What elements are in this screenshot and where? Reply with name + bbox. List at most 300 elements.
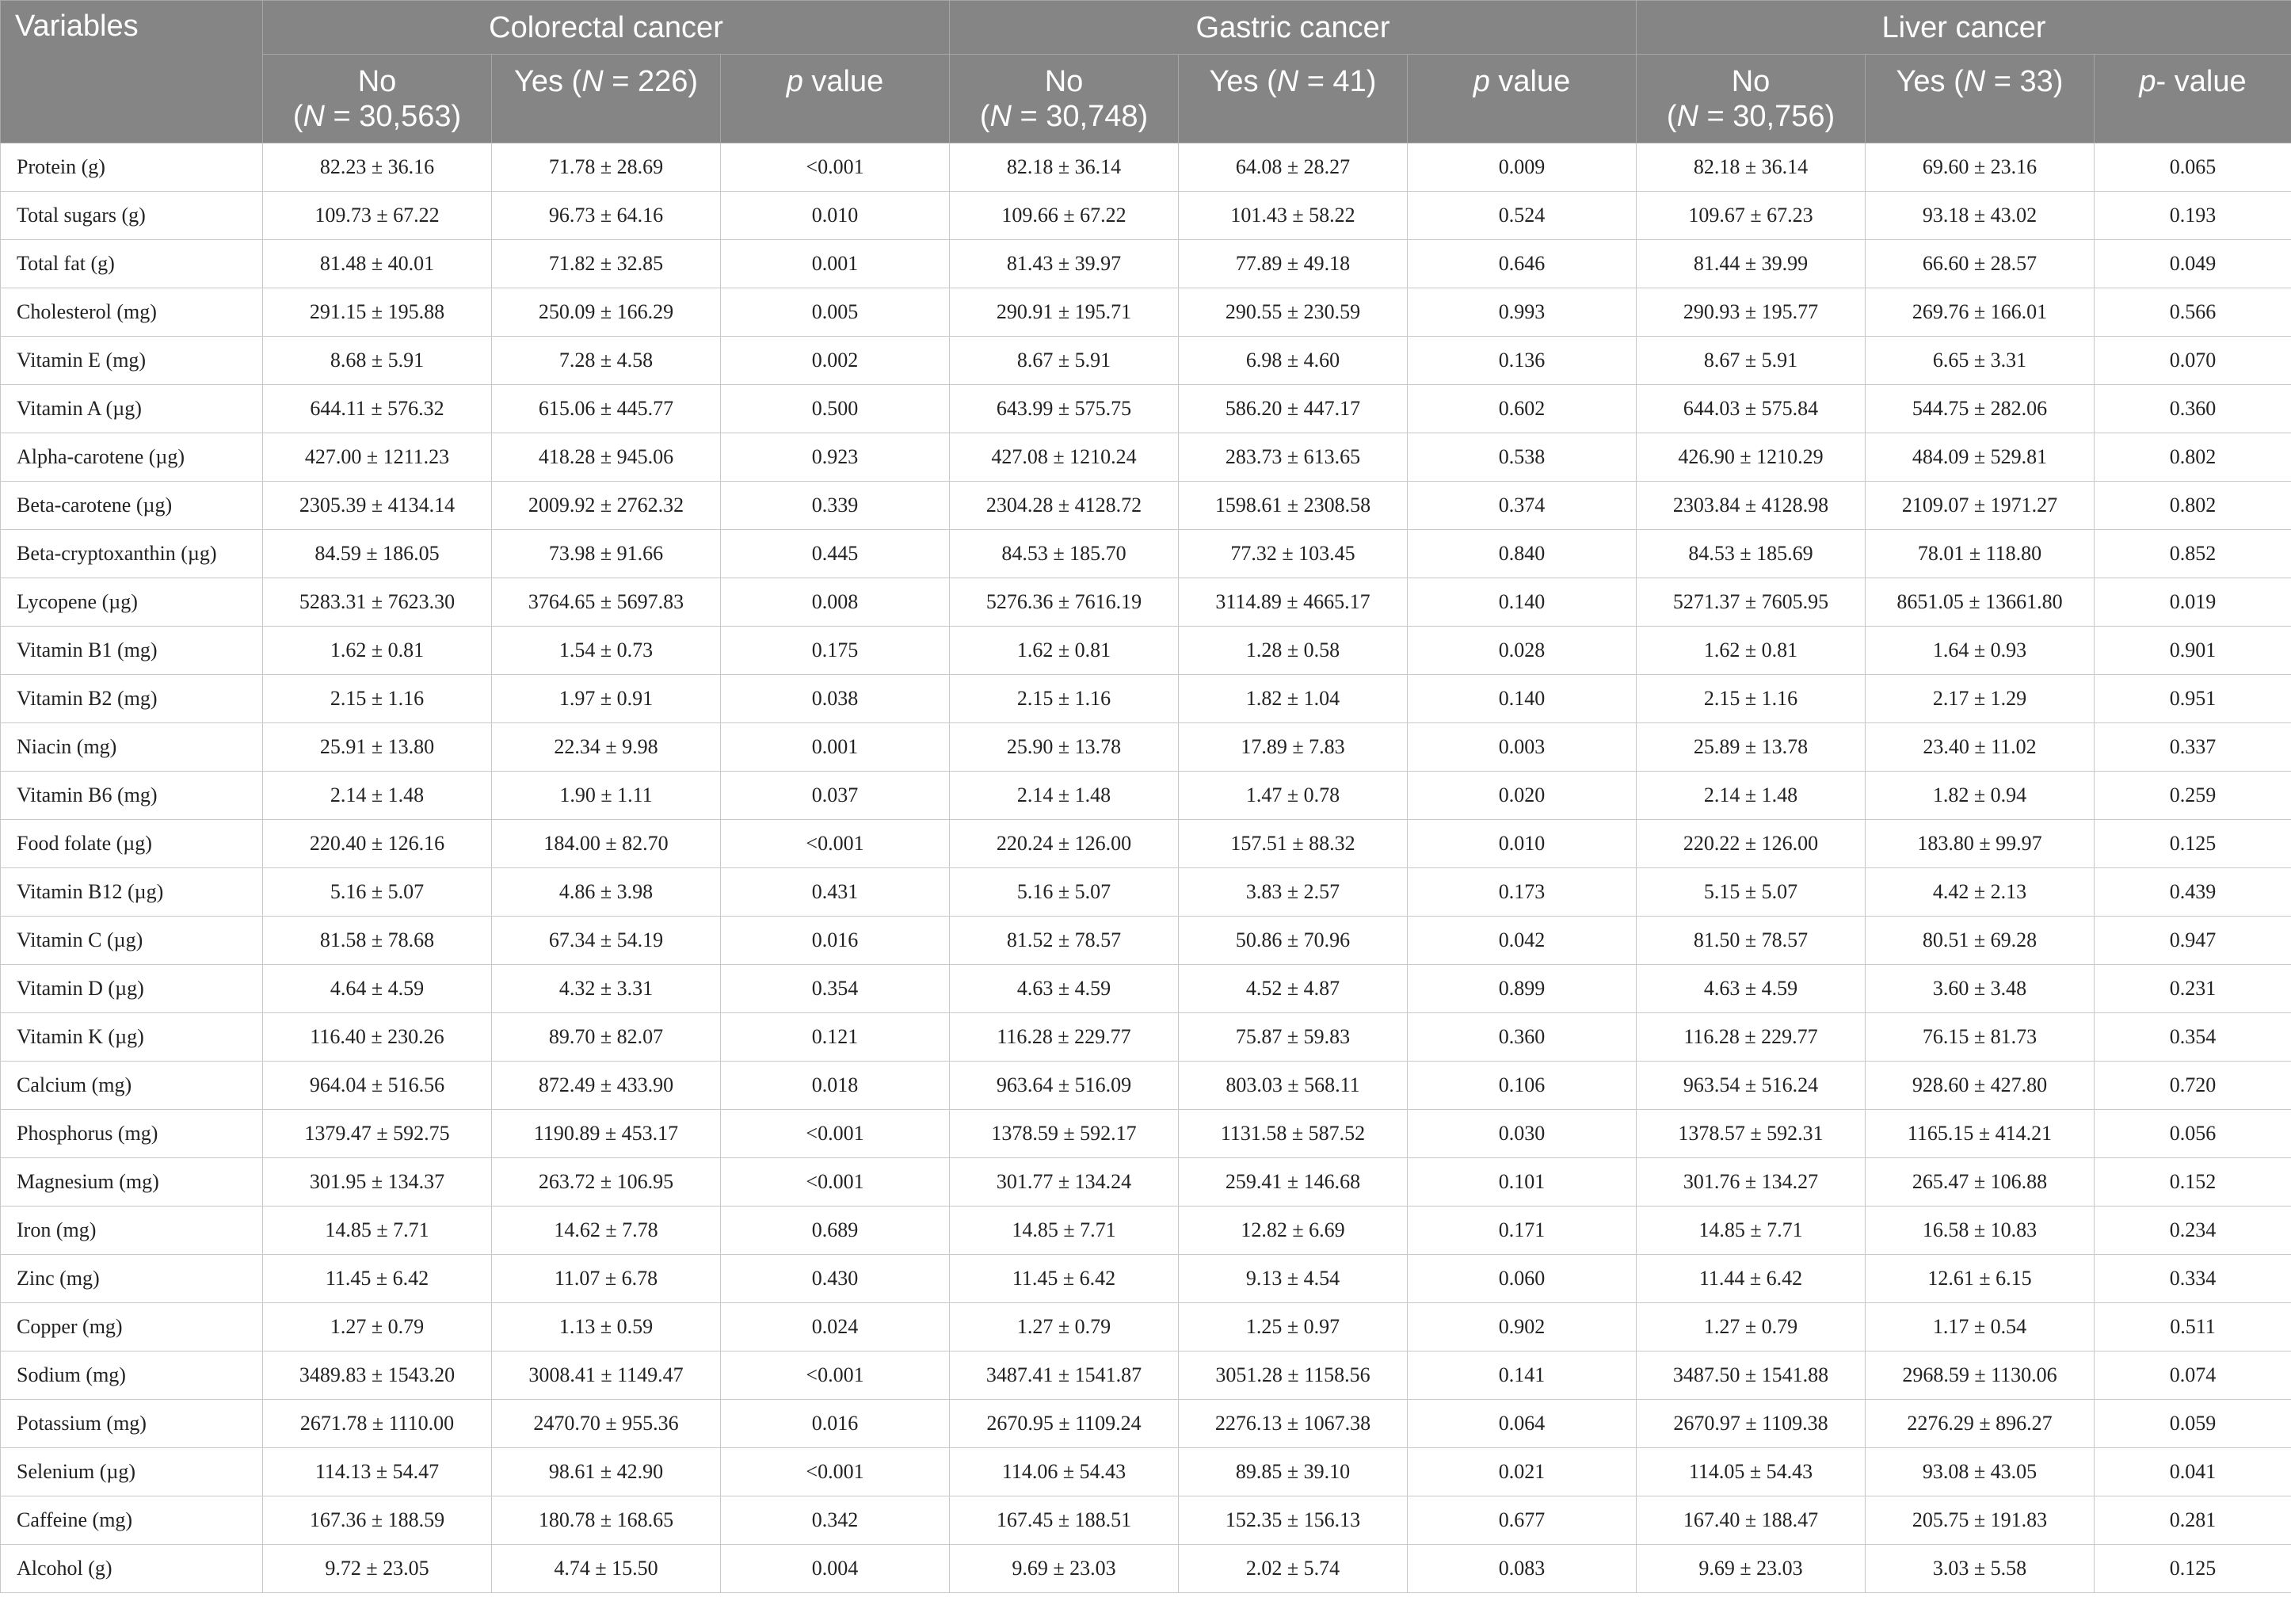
cell-liver-p: 0.802	[2095, 482, 2291, 530]
table-row	[1, 917, 2291, 965]
cell-colorectal-yes: 1190.89 ± 453.17	[492, 1110, 721, 1158]
cell-gastric-no: 2.15 ± 1.16	[950, 675, 1179, 723]
cell-gastric-p: 0.524	[1408, 192, 1637, 240]
cell-gastric-yes: 6.98 ± 4.60	[1179, 337, 1408, 385]
cell-gastric-p: 0.993	[1408, 288, 1637, 337]
cell-gastric-yes: 9.13 ± 4.54	[1179, 1255, 1408, 1303]
table-row	[1, 820, 2291, 868]
cell-variable: Vitamin B12 (µg)	[1, 868, 263, 917]
cell-colorectal-yes: 4.86 ± 3.98	[492, 868, 721, 917]
cell-liver-p: 0.041	[2095, 1448, 2291, 1496]
cell-variable: Alcohol (g)	[1, 1545, 263, 1593]
cell-colorectal-p: 0.121	[721, 1013, 950, 1062]
cell-gastric-p: 0.902	[1408, 1303, 1637, 1351]
table-row	[1, 1062, 2291, 1110]
cell-colorectal-yes: 2470.70 ± 955.36	[492, 1400, 721, 1448]
cell-gastric-no: 643.99 ± 575.75	[950, 385, 1179, 433]
cell-liver-no: 84.53 ± 185.69	[1637, 530, 1866, 578]
cell-colorectal-no: 167.36 ± 188.59	[263, 1496, 492, 1545]
cell-liver-p: 0.152	[2095, 1158, 2291, 1207]
cell-colorectal-p: 0.342	[721, 1496, 950, 1545]
cell-variable: Magnesium (mg)	[1, 1158, 263, 1207]
cell-liver-yes: 3.60 ± 3.48	[1866, 965, 2095, 1013]
cell-gastric-p: 0.171	[1408, 1207, 1637, 1255]
cell-liver-yes: 4.42 ± 2.13	[1866, 868, 2095, 917]
cell-liver-yes: 69.60 ± 23.16	[1866, 143, 2095, 192]
cell-gastric-p: 0.106	[1408, 1062, 1637, 1110]
cell-colorectal-no: 14.85 ± 7.71	[263, 1207, 492, 1255]
cell-liver-no: 81.50 ± 78.57	[1637, 917, 1866, 965]
table-row	[1, 1496, 2291, 1545]
cell-gastric-no: 114.06 ± 54.43	[950, 1448, 1179, 1496]
cell-liver-no: 109.67 ± 67.23	[1637, 192, 1866, 240]
cell-liver-p: 0.234	[2095, 1207, 2291, 1255]
table-row	[1, 627, 2291, 675]
cell-liver-yes: 66.60 ± 28.57	[1866, 240, 2095, 288]
table-row	[1, 1303, 2291, 1351]
cell-colorectal-p: 0.008	[721, 578, 950, 627]
variables-header: Variables	[1, 1, 263, 143]
cell-liver-p: 0.566	[2095, 288, 2291, 337]
cell-colorectal-yes: 7.28 ± 4.58	[492, 337, 721, 385]
cell-liver-no: 1.27 ± 0.79	[1637, 1303, 1866, 1351]
cell-colorectal-yes: 1.97 ± 0.91	[492, 675, 721, 723]
cell-variable: Vitamin C (µg)	[1, 917, 263, 965]
cell-liver-yes: 484.09 ± 529.81	[1866, 433, 2095, 482]
cell-gastric-no: 109.66 ± 67.22	[950, 192, 1179, 240]
cell-gastric-p: 0.374	[1408, 482, 1637, 530]
cell-liver-yes: 1.82 ± 0.94	[1866, 772, 2095, 820]
col-header-gastric-yes: Yes (N = 41)	[1179, 55, 1408, 143]
col-header-liver-p: p- value	[2095, 55, 2291, 143]
cell-colorectal-no: 2305.39 ± 4134.14	[263, 482, 492, 530]
cell-gastric-no: 25.90 ± 13.78	[950, 723, 1179, 772]
cell-gastric-yes: 1131.58 ± 587.52	[1179, 1110, 1408, 1158]
cell-colorectal-p: <0.001	[721, 820, 950, 868]
cell-variable: Beta-cryptoxanthin (µg)	[1, 530, 263, 578]
cell-colorectal-p: <0.001	[721, 1448, 950, 1496]
cell-colorectal-yes: 1.90 ± 1.11	[492, 772, 721, 820]
cell-colorectal-p: <0.001	[721, 143, 950, 192]
cell-colorectal-no: 8.68 ± 5.91	[263, 337, 492, 385]
cell-liver-no: 81.44 ± 39.99	[1637, 240, 1866, 288]
cell-variable: Iron (mg)	[1, 1207, 263, 1255]
cell-colorectal-no: 1379.47 ± 592.75	[263, 1110, 492, 1158]
cell-gastric-yes: 50.86 ± 70.96	[1179, 917, 1408, 965]
cell-liver-yes: 93.18 ± 43.02	[1866, 192, 2095, 240]
cell-variable: Calcium (mg)	[1, 1062, 263, 1110]
cell-liver-no: 301.76 ± 134.27	[1637, 1158, 1866, 1207]
cell-gastric-p: 0.360	[1408, 1013, 1637, 1062]
cell-variable: Copper (mg)	[1, 1303, 263, 1351]
cell-colorectal-yes: 1.54 ± 0.73	[492, 627, 721, 675]
cell-colorectal-yes: 89.70 ± 82.07	[492, 1013, 721, 1062]
table-row	[1, 482, 2291, 530]
cell-gastric-yes: 12.82 ± 6.69	[1179, 1207, 1408, 1255]
cell-liver-no: 2303.84 ± 4128.98	[1637, 482, 1866, 530]
cell-gastric-yes: 803.03 ± 568.11	[1179, 1062, 1408, 1110]
cell-liver-yes: 8651.05 ± 13661.80	[1866, 578, 2095, 627]
cell-colorectal-yes: 263.72 ± 106.95	[492, 1158, 721, 1207]
cell-colorectal-yes: 3008.41 ± 1149.47	[492, 1351, 721, 1400]
table-row	[1, 433, 2291, 482]
cell-variable: Caffeine (mg)	[1, 1496, 263, 1545]
cell-liver-no: 2.15 ± 1.16	[1637, 675, 1866, 723]
cell-liver-p: 0.720	[2095, 1062, 2291, 1110]
cell-colorectal-no: 84.59 ± 186.05	[263, 530, 492, 578]
cell-colorectal-no: 82.23 ± 36.16	[263, 143, 492, 192]
cell-liver-no: 114.05 ± 54.43	[1637, 1448, 1866, 1496]
cell-gastric-p: 0.083	[1408, 1545, 1637, 1593]
cell-liver-yes: 23.40 ± 11.02	[1866, 723, 2095, 772]
cell-liver-no: 644.03 ± 575.84	[1637, 385, 1866, 433]
cell-liver-p: 0.802	[2095, 433, 2291, 482]
cell-liver-no: 116.28 ± 229.77	[1637, 1013, 1866, 1062]
table-row	[1, 1013, 2291, 1062]
cell-colorectal-p: <0.001	[721, 1110, 950, 1158]
table-row	[1, 1545, 2291, 1593]
cell-gastric-no: 1.27 ± 0.79	[950, 1303, 1179, 1351]
cell-gastric-p: 0.021	[1408, 1448, 1637, 1496]
cell-variable: Protein (g)	[1, 143, 263, 192]
cell-gastric-yes: 1.82 ± 1.04	[1179, 675, 1408, 723]
cell-liver-no: 1.62 ± 0.81	[1637, 627, 1866, 675]
cell-gastric-p: 0.030	[1408, 1110, 1637, 1158]
cell-colorectal-no: 291.15 ± 195.88	[263, 288, 492, 337]
cell-variable: Vitamin B2 (mg)	[1, 675, 263, 723]
cell-liver-no: 5271.37 ± 7605.95	[1637, 578, 1866, 627]
cell-colorectal-p: 0.001	[721, 240, 950, 288]
cell-liver-no: 5.15 ± 5.07	[1637, 868, 1866, 917]
cell-liver-no: 4.63 ± 4.59	[1637, 965, 1866, 1013]
cell-gastric-yes: 1598.61 ± 2308.58	[1179, 482, 1408, 530]
cell-colorectal-yes: 98.61 ± 42.90	[492, 1448, 721, 1496]
cell-variable: Selenium (µg)	[1, 1448, 263, 1496]
cell-gastric-yes: 2.02 ± 5.74	[1179, 1545, 1408, 1593]
cell-liver-yes: 205.75 ± 191.83	[1866, 1496, 2095, 1545]
cell-liver-p: 0.334	[2095, 1255, 2291, 1303]
cell-variable: Beta-carotene (µg)	[1, 482, 263, 530]
cell-colorectal-p: 0.004	[721, 1545, 950, 1593]
cell-liver-no: 290.93 ± 195.77	[1637, 288, 1866, 337]
cell-colorectal-yes: 4.74 ± 15.50	[492, 1545, 721, 1593]
cell-colorectal-no: 11.45 ± 6.42	[263, 1255, 492, 1303]
cell-liver-yes: 80.51 ± 69.28	[1866, 917, 2095, 965]
cell-liver-yes: 1.64 ± 0.93	[1866, 627, 2095, 675]
cell-variable: Vitamin K (µg)	[1, 1013, 263, 1062]
cell-liver-no: 25.89 ± 13.78	[1637, 723, 1866, 772]
cell-liver-p: 0.281	[2095, 1496, 2291, 1545]
cell-colorectal-no: 81.58 ± 78.68	[263, 917, 492, 965]
cell-liver-yes: 93.08 ± 43.05	[1866, 1448, 2095, 1496]
cell-colorectal-no: 2.14 ± 1.48	[263, 772, 492, 820]
cell-gastric-yes: 1.25 ± 0.97	[1179, 1303, 1408, 1351]
table-row	[1, 1400, 2291, 1448]
cell-gastric-p: 0.677	[1408, 1496, 1637, 1545]
cell-gastric-p: 0.538	[1408, 433, 1637, 482]
cell-colorectal-yes: 615.06 ± 445.77	[492, 385, 721, 433]
table-row	[1, 143, 2291, 192]
cell-gastric-yes: 3114.89 ± 4665.17	[1179, 578, 1408, 627]
cell-variable: Food folate (µg)	[1, 820, 263, 868]
cell-variable: Alpha-carotene (µg)	[1, 433, 263, 482]
cell-colorectal-no: 3489.83 ± 1543.20	[263, 1351, 492, 1400]
cell-liver-yes: 269.76 ± 166.01	[1866, 288, 2095, 337]
cell-gastric-p: 0.140	[1408, 675, 1637, 723]
cell-colorectal-p: 0.018	[721, 1062, 950, 1110]
cell-variable: Zinc (mg)	[1, 1255, 263, 1303]
cell-liver-p: 0.852	[2095, 530, 2291, 578]
cell-gastric-yes: 157.51 ± 88.32	[1179, 820, 1408, 868]
cell-colorectal-yes: 1.13 ± 0.59	[492, 1303, 721, 1351]
cell-colorectal-p: <0.001	[721, 1351, 950, 1400]
cell-colorectal-p: 0.339	[721, 482, 950, 530]
cell-liver-p: 0.337	[2095, 723, 2291, 772]
cell-colorectal-no: 301.95 ± 134.37	[263, 1158, 492, 1207]
table-row	[1, 1207, 2291, 1255]
group-header-colorectal: Colorectal cancer	[263, 1, 950, 55]
cell-liver-no: 1378.57 ± 592.31	[1637, 1110, 1866, 1158]
cell-gastric-no: 3487.41 ± 1541.87	[950, 1351, 1179, 1400]
cell-liver-yes: 183.80 ± 99.97	[1866, 820, 2095, 868]
cell-colorectal-yes: 184.00 ± 82.70	[492, 820, 721, 868]
cell-liver-no: 3487.50 ± 1541.88	[1637, 1351, 1866, 1400]
cell-colorectal-no: 220.40 ± 126.16	[263, 820, 492, 868]
cell-gastric-yes: 2276.13 ± 1067.38	[1179, 1400, 1408, 1448]
cell-colorectal-p: 0.038	[721, 675, 950, 723]
cell-gastric-yes: 101.43 ± 58.22	[1179, 192, 1408, 240]
cell-variable: Potassium (mg)	[1, 1400, 263, 1448]
cell-gastric-no: 5276.36 ± 7616.19	[950, 578, 1179, 627]
cell-colorectal-no: 4.64 ± 4.59	[263, 965, 492, 1013]
cell-liver-p: 0.901	[2095, 627, 2291, 675]
cell-colorectal-p: 0.445	[721, 530, 950, 578]
cell-gastric-yes: 152.35 ± 156.13	[1179, 1496, 1408, 1545]
cell-gastric-p: 0.141	[1408, 1351, 1637, 1400]
cell-liver-yes: 928.60 ± 427.80	[1866, 1062, 2095, 1110]
cell-colorectal-p: 0.016	[721, 1400, 950, 1448]
cell-colorectal-p: 0.024	[721, 1303, 950, 1351]
cell-colorectal-yes: 11.07 ± 6.78	[492, 1255, 721, 1303]
cell-colorectal-yes: 4.32 ± 3.31	[492, 965, 721, 1013]
col-header-colorectal-p: p value	[721, 55, 950, 143]
col-header-gastric-no: No (N = 30,748)	[950, 55, 1179, 143]
table-row	[1, 1351, 2291, 1400]
cell-colorectal-p: 0.354	[721, 965, 950, 1013]
table-row	[1, 240, 2291, 288]
cell-colorectal-yes: 14.62 ± 7.78	[492, 1207, 721, 1255]
cell-variable: Lycopene (µg)	[1, 578, 263, 627]
cell-colorectal-yes: 3764.65 ± 5697.83	[492, 578, 721, 627]
cell-gastric-no: 82.18 ± 36.14	[950, 143, 1179, 192]
cell-gastric-no: 427.08 ± 1210.24	[950, 433, 1179, 482]
cell-gastric-yes: 77.32 ± 103.45	[1179, 530, 1408, 578]
cell-gastric-p: 0.042	[1408, 917, 1637, 965]
cell-liver-yes: 2.17 ± 1.29	[1866, 675, 2095, 723]
cell-liver-no: 426.90 ± 1210.29	[1637, 433, 1866, 482]
cell-gastric-no: 11.45 ± 6.42	[950, 1255, 1179, 1303]
cell-liver-yes: 76.15 ± 81.73	[1866, 1013, 2095, 1062]
cell-gastric-p: 0.060	[1408, 1255, 1637, 1303]
table-row	[1, 965, 2291, 1013]
cell-liver-p: 0.049	[2095, 240, 2291, 288]
cell-liver-p: 0.193	[2095, 192, 2291, 240]
cell-gastric-p: 0.602	[1408, 385, 1637, 433]
cell-colorectal-yes: 22.34 ± 9.98	[492, 723, 721, 772]
cell-gastric-yes: 283.73 ± 613.65	[1179, 433, 1408, 482]
cell-colorectal-no: 1.27 ± 0.79	[263, 1303, 492, 1351]
cell-colorectal-no: 427.00 ± 1211.23	[263, 433, 492, 482]
cell-liver-no: 220.22 ± 126.00	[1637, 820, 1866, 868]
cell-variable: Niacin (mg)	[1, 723, 263, 772]
group-header-gastric: Gastric cancer	[950, 1, 1637, 55]
cell-liver-no: 963.54 ± 516.24	[1637, 1062, 1866, 1110]
cell-colorectal-yes: 418.28 ± 945.06	[492, 433, 721, 482]
cell-colorectal-p: 0.431	[721, 868, 950, 917]
cell-liver-p: 0.947	[2095, 917, 2291, 965]
cell-gastric-p: 0.028	[1408, 627, 1637, 675]
cell-colorectal-no: 644.11 ± 576.32	[263, 385, 492, 433]
cell-colorectal-p: 0.037	[721, 772, 950, 820]
cell-gastric-p: 0.020	[1408, 772, 1637, 820]
cell-colorectal-p: 0.001	[721, 723, 950, 772]
cell-liver-yes: 265.47 ± 106.88	[1866, 1158, 2095, 1207]
cell-variable: Phosphorus (mg)	[1, 1110, 263, 1158]
cell-gastric-yes: 64.08 ± 28.27	[1179, 143, 1408, 192]
cell-colorectal-yes: 71.78 ± 28.69	[492, 143, 721, 192]
cell-gastric-p: 0.009	[1408, 143, 1637, 192]
cell-liver-p: 0.360	[2095, 385, 2291, 433]
cell-gastric-p: 0.646	[1408, 240, 1637, 288]
cell-colorectal-p: 0.175	[721, 627, 950, 675]
cell-gastric-no: 220.24 ± 126.00	[950, 820, 1179, 868]
table-header	[1, 1, 2291, 143]
table-row	[1, 723, 2291, 772]
cell-colorectal-yes: 71.82 ± 32.85	[492, 240, 721, 288]
cell-colorectal-no: 9.72 ± 23.05	[263, 1545, 492, 1593]
cell-gastric-no: 2304.28 ± 4128.72	[950, 482, 1179, 530]
col-header-liver-no: No (N = 30,756)	[1637, 55, 1866, 143]
cell-colorectal-no: 114.13 ± 54.47	[263, 1448, 492, 1496]
group-header-liver: Liver cancer	[1637, 1, 2291, 55]
cell-gastric-yes: 1.47 ± 0.78	[1179, 772, 1408, 820]
cell-liver-no: 167.40 ± 188.47	[1637, 1496, 1866, 1545]
cell-gastric-p: 0.064	[1408, 1400, 1637, 1448]
cell-colorectal-p: 0.016	[721, 917, 950, 965]
cell-gastric-no: 1378.59 ± 592.17	[950, 1110, 1179, 1158]
cell-gastric-yes: 89.85 ± 39.10	[1179, 1448, 1408, 1496]
cell-colorectal-no: 81.48 ± 40.01	[263, 240, 492, 288]
cell-gastric-p: 0.010	[1408, 820, 1637, 868]
cell-colorectal-no: 5.16 ± 5.07	[263, 868, 492, 917]
cell-variable: Sodium (mg)	[1, 1351, 263, 1400]
cell-liver-no: 2.14 ± 1.48	[1637, 772, 1866, 820]
cell-liver-p: 0.059	[2095, 1400, 2291, 1448]
col-header-liver-yes: Yes (N = 33)	[1866, 55, 2095, 143]
cell-liver-p: 0.439	[2095, 868, 2291, 917]
cell-variable: Total sugars (g)	[1, 192, 263, 240]
cell-gastric-no: 2.14 ± 1.48	[950, 772, 1179, 820]
cell-variable: Vitamin E (mg)	[1, 337, 263, 385]
cell-gastric-p: 0.173	[1408, 868, 1637, 917]
cell-gastric-yes: 17.89 ± 7.83	[1179, 723, 1408, 772]
cell-colorectal-yes: 872.49 ± 433.90	[492, 1062, 721, 1110]
cell-gastric-yes: 75.87 ± 59.83	[1179, 1013, 1408, 1062]
cell-liver-yes: 544.75 ± 282.06	[1866, 385, 2095, 433]
table-row	[1, 1110, 2291, 1158]
cell-colorectal-no: 2.15 ± 1.16	[263, 675, 492, 723]
cell-liver-yes: 1165.15 ± 414.21	[1866, 1110, 2095, 1158]
cell-liver-yes: 2276.29 ± 896.27	[1866, 1400, 2095, 1448]
cell-gastric-no: 116.28 ± 229.77	[950, 1013, 1179, 1062]
table-row	[1, 192, 2291, 240]
cell-colorectal-no: 109.73 ± 67.22	[263, 192, 492, 240]
cell-colorectal-yes: 180.78 ± 168.65	[492, 1496, 721, 1545]
cell-liver-p: 0.074	[2095, 1351, 2291, 1400]
table-row	[1, 530, 2291, 578]
cell-liver-no: 14.85 ± 7.71	[1637, 1207, 1866, 1255]
table-row	[1, 675, 2291, 723]
cell-gastric-p: 0.140	[1408, 578, 1637, 627]
cell-liver-p: 0.231	[2095, 965, 2291, 1013]
table-row	[1, 578, 2291, 627]
cell-liver-yes: 12.61 ± 6.15	[1866, 1255, 2095, 1303]
cell-liver-p: 0.951	[2095, 675, 2291, 723]
cell-liver-p: 0.125	[2095, 820, 2291, 868]
cell-gastric-p: 0.840	[1408, 530, 1637, 578]
col-header-colorectal-yes: Yes (N = 226)	[492, 55, 721, 143]
cell-liver-yes: 1.17 ± 0.54	[1866, 1303, 2095, 1351]
cell-colorectal-yes: 2009.92 ± 2762.32	[492, 482, 721, 530]
cell-liver-p: 0.511	[2095, 1303, 2291, 1351]
cell-gastric-no: 81.43 ± 39.97	[950, 240, 1179, 288]
cell-gastric-no: 5.16 ± 5.07	[950, 868, 1179, 917]
cell-liver-yes: 16.58 ± 10.83	[1866, 1207, 2095, 1255]
cell-variable: Vitamin D (µg)	[1, 965, 263, 1013]
cell-liver-yes: 6.65 ± 3.31	[1866, 337, 2095, 385]
cell-liver-yes: 78.01 ± 118.80	[1866, 530, 2095, 578]
table-row	[1, 1158, 2291, 1207]
cell-gastric-no: 2670.95 ± 1109.24	[950, 1400, 1179, 1448]
cell-gastric-yes: 4.52 ± 4.87	[1179, 965, 1408, 1013]
cell-colorectal-p: 0.689	[721, 1207, 950, 1255]
cell-gastric-no: 9.69 ± 23.03	[950, 1545, 1179, 1593]
cell-liver-p: 0.354	[2095, 1013, 2291, 1062]
table-body	[1, 143, 2291, 1593]
cell-gastric-yes: 586.20 ± 447.17	[1179, 385, 1408, 433]
cell-liver-yes: 2968.59 ± 1130.06	[1866, 1351, 2095, 1400]
cell-liver-p: 0.070	[2095, 337, 2291, 385]
cell-gastric-yes: 3.83 ± 2.57	[1179, 868, 1408, 917]
cell-colorectal-yes: 73.98 ± 91.66	[492, 530, 721, 578]
cell-liver-no: 9.69 ± 23.03	[1637, 1545, 1866, 1593]
cell-gastric-yes: 290.55 ± 230.59	[1179, 288, 1408, 337]
cell-gastric-no: 14.85 ± 7.71	[950, 1207, 1179, 1255]
cell-gastric-no: 290.91 ± 195.71	[950, 288, 1179, 337]
cell-colorectal-p: 0.430	[721, 1255, 950, 1303]
cell-colorectal-no: 5283.31 ± 7623.30	[263, 578, 492, 627]
cell-colorectal-p: <0.001	[721, 1158, 950, 1207]
cell-liver-p: 0.125	[2095, 1545, 2291, 1593]
cell-gastric-p: 0.101	[1408, 1158, 1637, 1207]
cell-variable: Cholesterol (mg)	[1, 288, 263, 337]
cell-colorectal-yes: 250.09 ± 166.29	[492, 288, 721, 337]
col-header-colorectal-no: No (N = 30,563)	[263, 55, 492, 143]
cell-colorectal-p: 0.005	[721, 288, 950, 337]
cell-gastric-no: 1.62 ± 0.81	[950, 627, 1179, 675]
cell-colorectal-p: 0.923	[721, 433, 950, 482]
cell-gastric-no: 8.67 ± 5.91	[950, 337, 1179, 385]
